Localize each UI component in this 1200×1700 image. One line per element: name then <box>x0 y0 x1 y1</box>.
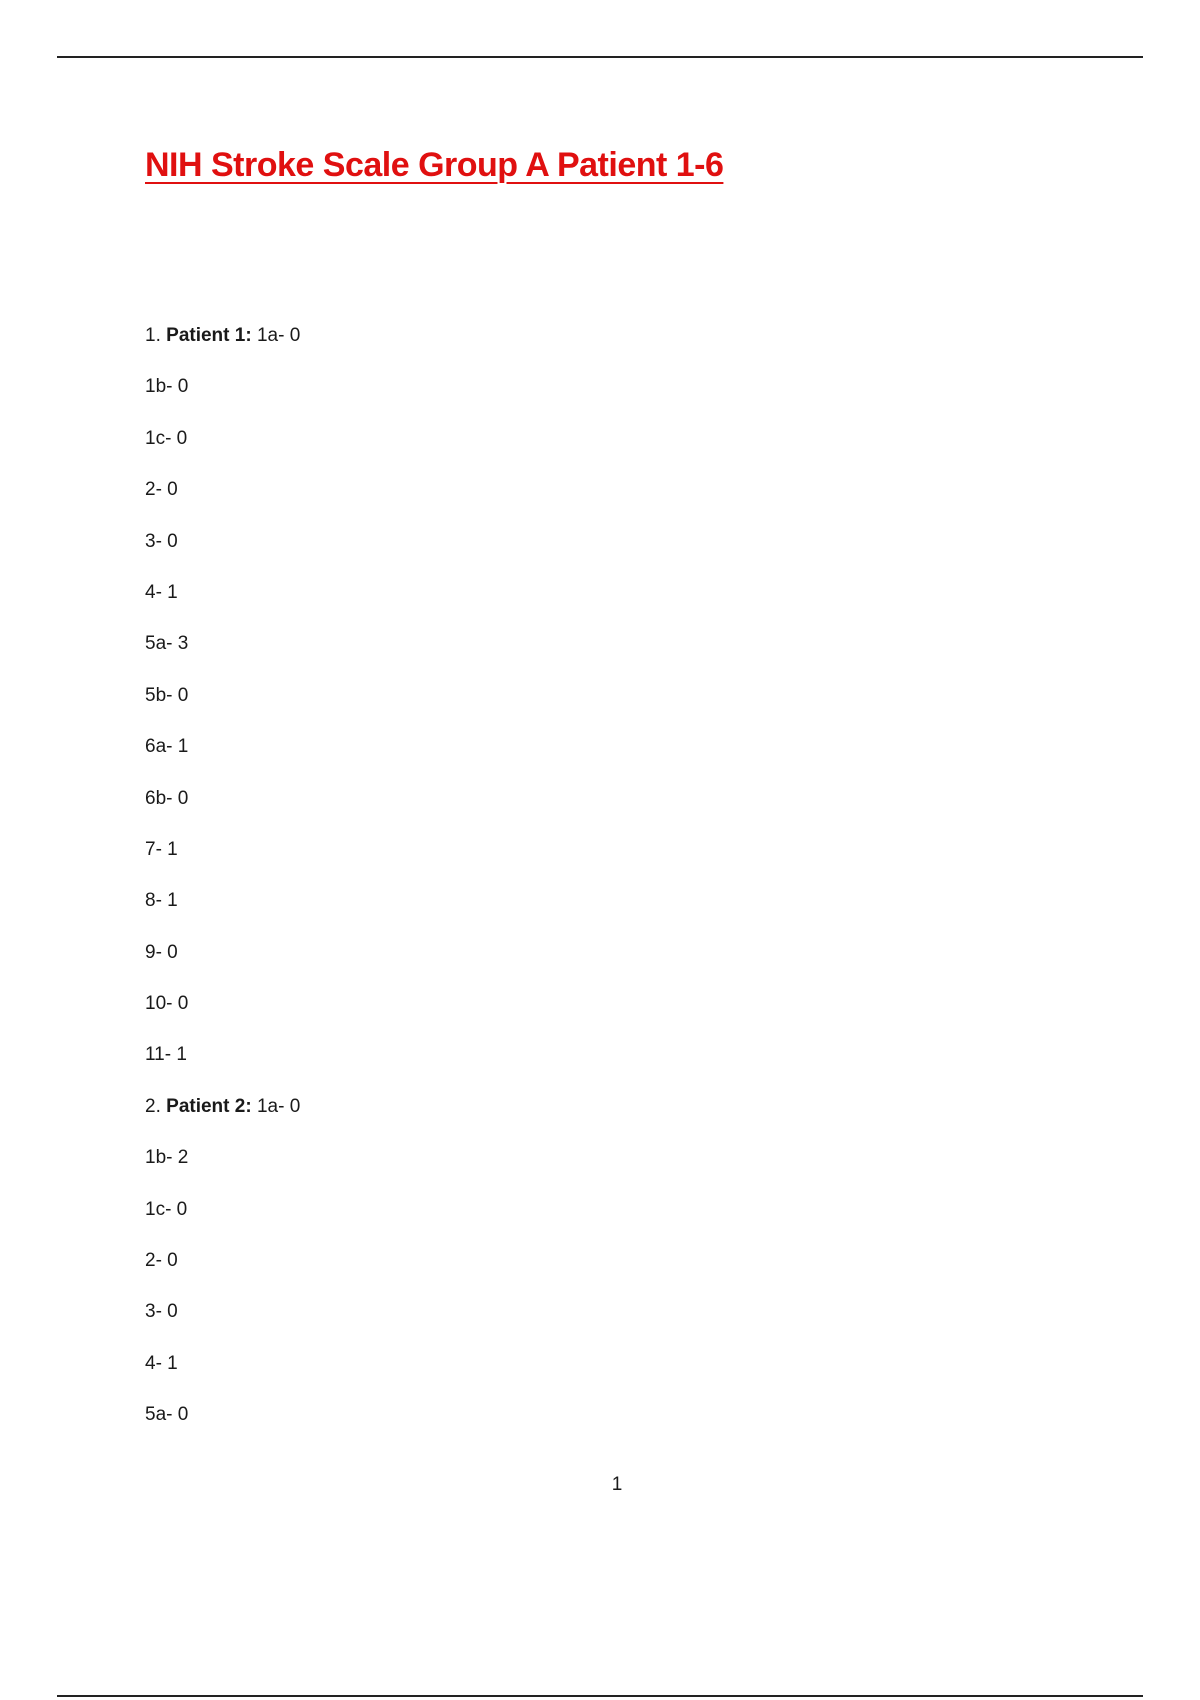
patient-number: 2. <box>145 1095 161 1117</box>
score-item: 5a- 3 <box>145 633 189 655</box>
patient-heading <box>145 323 1045 374</box>
footer-rule <box>57 1695 1143 1697</box>
page-number: 1 <box>611 1474 623 1495</box>
score-item: 11- 1 <box>145 1044 187 1066</box>
score-item: 2- 0 <box>145 479 178 501</box>
score-item: 7- 1 <box>145 838 178 860</box>
score-item: 6a- 1 <box>145 736 189 758</box>
patient-label: Patient 1: <box>166 325 252 346</box>
score-item: 6b- 0 <box>145 787 189 809</box>
score-list <box>145 323 1045 1454</box>
header-rule <box>57 56 1143 58</box>
score-item: 3- 0 <box>145 1301 178 1323</box>
score-item: 4- 1 <box>145 1352 178 1374</box>
score-item: 1c- 0 <box>145 1198 188 1220</box>
document-title: NIH Stroke Scale Group A Patient 1-6 <box>145 146 724 184</box>
patient-label: Patient 2: <box>166 1095 252 1117</box>
patient-heading <box>145 1094 1045 1145</box>
score-item: 3- 0 <box>145 530 178 552</box>
score-item: 10- 0 <box>145 993 189 1015</box>
score-item: 2- 0 <box>145 1250 178 1272</box>
score-item: 1a- 0 <box>256 1095 301 1117</box>
score-item: 1c- 0 <box>145 427 188 449</box>
score-item: 1b- 2 <box>145 1147 189 1169</box>
score-item: 9- 0 <box>145 941 178 963</box>
score-item: 1a- 0 <box>256 325 301 346</box>
patient-number: 1. <box>145 325 161 346</box>
score-item: 4- 1 <box>145 581 178 603</box>
score-item: 5b- 0 <box>145 684 189 706</box>
score-item: 5a- 0 <box>145 1404 189 1426</box>
score-item: 8- 1 <box>145 890 178 912</box>
score-item: 1b- 0 <box>145 376 189 398</box>
